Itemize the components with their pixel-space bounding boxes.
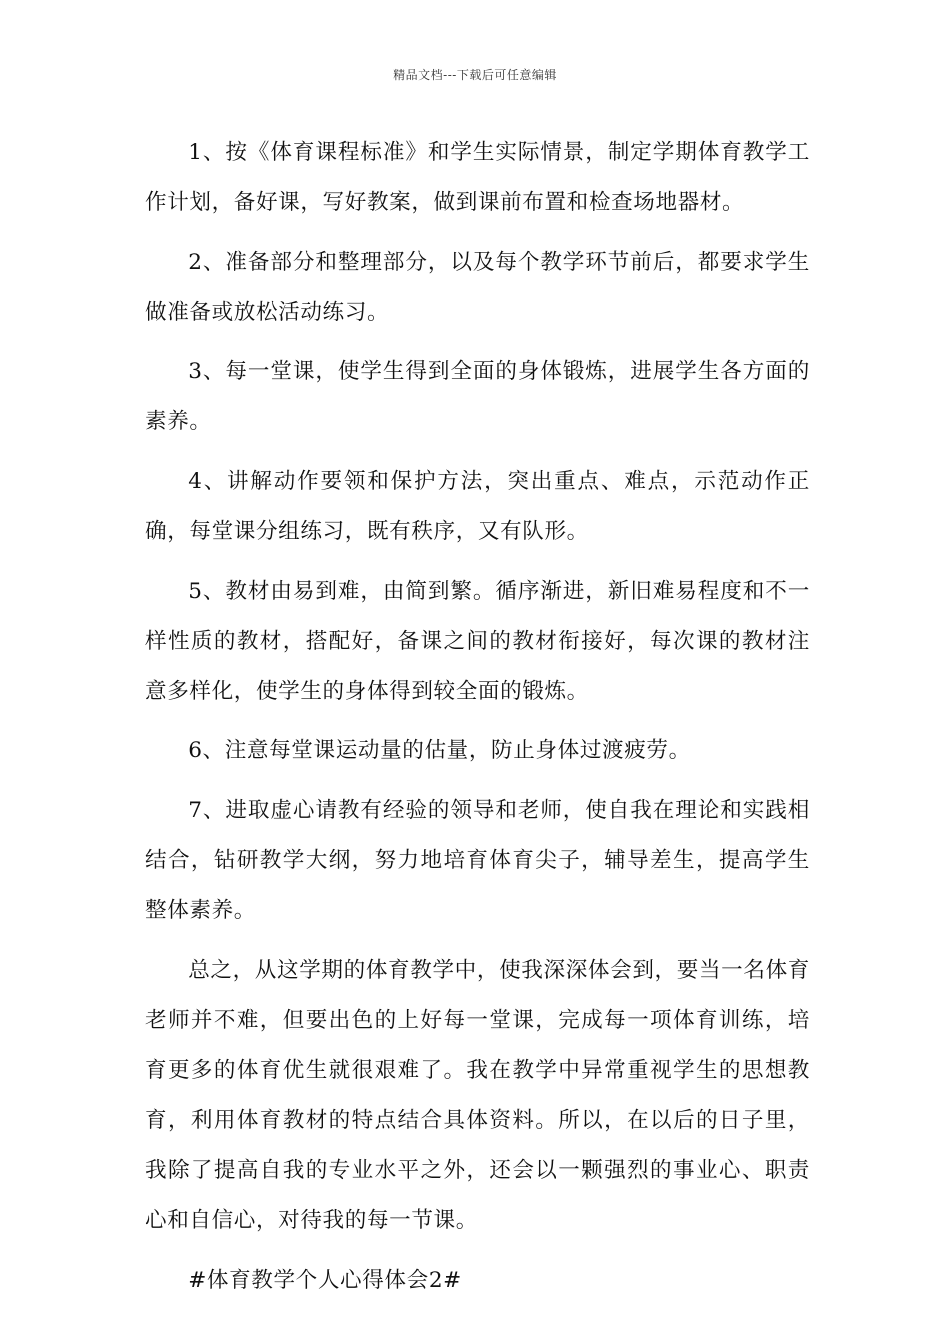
paragraph-3: 3、每一堂课，使学生得到全面的身体锻炼，进展学生各方面的素养。: [145, 359, 810, 435]
document-body: [145, 128, 810, 1306]
section-heading: #体育教学个人心得体会2#: [188, 1267, 462, 1293]
paragraph-7: 7、进取虚心请教有经验的领导和老师，使自我在理论和实践相结合，钻研教学大纲，努力地培育体育尖子，辅导差生，提高学生整体素养。: [145, 798, 810, 924]
summary-paragraph: 总之，从这学期的体育教学中，使我深深体会到，要当一名体育老师并不难，但要出色的上好每一堂课，完成每一项体育训练，培育更多的体育优生就很艰难了。我在教学中异常重视学生的思想教育，利用体育教材的特点结合具体资料。所以，在以后的日子里，我除了提高自我的专业水平之外，还会以一颗强烈的事业心、职责心和自信心，对待我的每一节课。: [145, 957, 810, 1233]
paragraph-4: 4、讲解动作要领和保护方法，突出重点、难点，示范动作正确，每堂课分组练习，既有秩序，又有队形。: [145, 469, 810, 545]
header-note: 精品文档---下载后可任意编辑: [393, 68, 557, 82]
paragraph-5: 5、教材由易到难，由简到繁。循序渐进，新旧难易程度和不一样性质的教材，搭配好，备课之间的教材衔接好，每次课的教材注意多样化，使学生的身体得到较全面的锻炼。: [145, 578, 810, 704]
paragraph-6: 6、注意每堂课运动量的估量，防止身体过渡疲劳。: [188, 738, 691, 764]
paragraph-1: 1、按《体育课程标准》和学生实际情景，制定学期体育教学工作计划，备好课，写好教案，做到课前布置和检查场地器材。: [145, 140, 810, 215]
paragraph-2: 2、准备部分和整理部分，以及每个教学环节前后，都要求学生做准备或放松活动练习。: [145, 249, 810, 325]
